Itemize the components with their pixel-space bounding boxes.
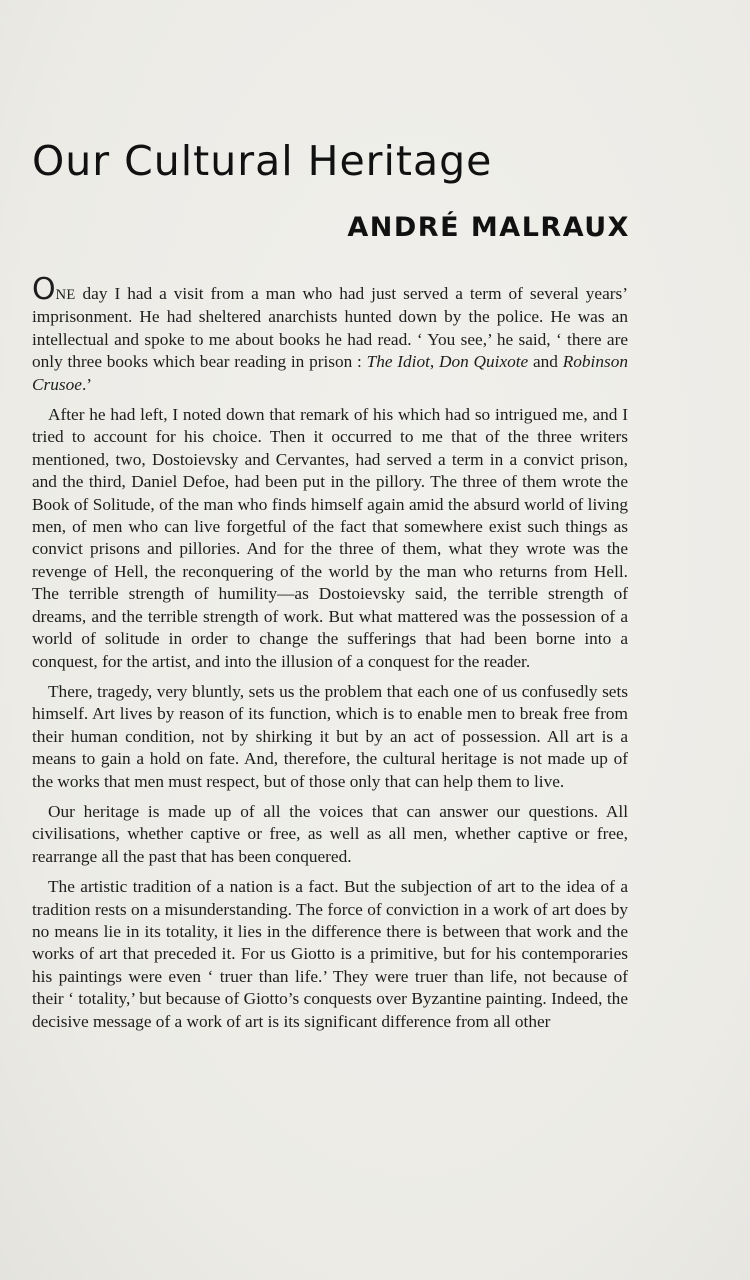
drop-cap: O [32, 272, 56, 307]
paragraph-text: day I had a visit from a man who had just served a term of several years’ imprisonment. He had sheltered anarchists hunted down by the police. He was an intellectual and spoke to me about books he had read. ‘ You see,’ he said, ‘ there are only three books which bear reading in prison : [32, 284, 628, 372]
paragraph-4: Our heritage is made up of all the voices that can answer our questions. All civilisations, whether captive or free, as well as all men, whether captive or free, rearrange all the past that has been conquered. [32, 801, 628, 866]
small-caps-lead: NE [55, 287, 76, 303]
book-title: Robinson Crusoe [32, 352, 628, 394]
book-title: Don Quixote [439, 352, 529, 372]
paragraph-5: The artistic tradition of a nation is a fact. But the subjection of art to the idea of a tradition rests on a misunderstanding. The force of conviction in a work of art does by no means lie in its totality, it lies in the difference there is between that work and the works of art that preceded it. For us Giotto is a primitive, but for his contemporaries his paintings were even ‘ truer than life.’ They were truer than life, not because of their ‘ totality,’ but because of Giotto’s conquests over Byzantine painting. Indeed, the decisive message of a work of art is its significant difference from all other [32, 877, 628, 1031]
quote-end: .’ [81, 374, 93, 394]
paragraph-3: There, tragedy, very bluntly, sets us the problem that each one of us confusedly sets himself. Art lives by reason of its function, which is to enable men to break free from their human condition, not by shirking it but by an act of possession. All art is a means to gain a hold on fate. And, therefore, the cultural heritage is not made up of the works that men must respect, but of those only that can help them to live. [32, 681, 628, 791]
article-author: ANDRÉ MALRAUX [347, 212, 630, 243]
book-title: The Idiot [366, 352, 430, 372]
paragraph-1 [32, 272, 628, 396]
paragraph-2: After he had left, I noted down that remark of his which had so intrigued me, and I tried to account for his choice. Then it occurred to me that of the three writers mentioned, two, Dostoievsky and Cervantes, had served a term in a convict prison, and the third, Daniel Defoe, had been put in the pillory. The three of them wrote the Book of Solitude, of the man who finds himself again amid the absurd world of living men, of men who can live forgetful of the fact that somewhere exist such things as convict prisons and pillories. And for the three of them, what they wrote was the revenge of Hell, the reconquering of the world by the man who returns from Hell. The terrible strength of humility—as Dostoievsky said, the terrible strength of dreams, and the terrible strength of work. But what mattered was the possession of a world of solitude in order to change the sufferings that had been borne into a conquest, for the artist, and into the illusion of a conquest for the reader. [32, 405, 628, 671]
separator: , [429, 352, 439, 372]
article-title: Our Cultural Heritage [32, 137, 493, 185]
article-body [32, 272, 628, 1041]
separator: and [528, 352, 563, 372]
